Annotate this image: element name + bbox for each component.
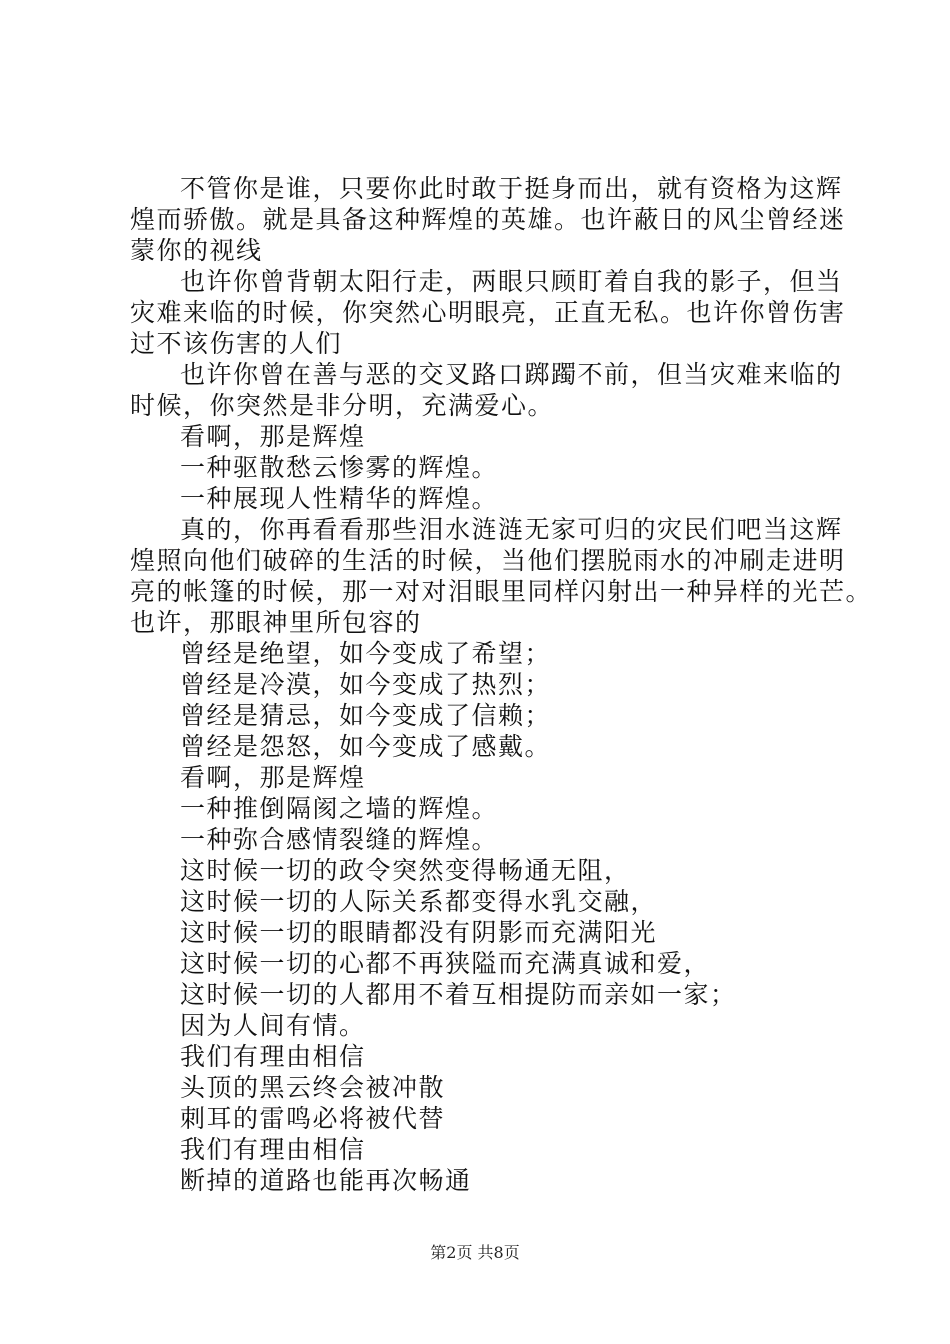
- text-line: 这时候一切的政令突然变得畅通无阻，: [180, 856, 631, 885]
- text-line: 这时候一切的人际关系都变得水乳交融，: [180, 887, 658, 916]
- document-body: [130, 173, 873, 1196]
- text-line: 真的，你再看看那些泪水涟涟无家可归的灾民们吧当这辉: [180, 515, 843, 544]
- text-line: 一种驱散愁云惨雾的辉煌。: [180, 453, 499, 482]
- text-line: 曾经是怨怒，如今变成了感戴。: [180, 732, 552, 761]
- text-line: 看啊，那是辉煌: [180, 763, 366, 792]
- text-line: 曾经是冷漠，如今变成了热烈；: [180, 670, 552, 699]
- text-line: 断掉的道路也能再次畅通: [180, 1166, 472, 1195]
- text-line: 这时候一切的眼睛都没有阴影而充满阳光: [180, 918, 658, 947]
- text-line: 一种弥合感情裂缝的辉煌。: [180, 825, 499, 854]
- text-line: 亮的帐篷的时候，那一对对泪眼里同样闪射出一种异样的光芒。: [130, 577, 873, 606]
- text-line: 煌照向他们破碎的生活的时候，当他们摆脱雨水的冲刷走进明: [130, 546, 846, 575]
- text-line: 时候，你突然是非分明，充满爱心。: [130, 391, 555, 420]
- text-line: 看啊，那是辉煌: [180, 422, 366, 451]
- text-line: 不管你是谁，只要你此时敢于挺身而出，就有资格为这辉: [180, 174, 843, 203]
- text-line: 也许你曾在善与恶的交叉路口踯躅不前，但当灾难来临的: [180, 360, 843, 389]
- page-footer: 第2页 共8页: [430, 1243, 520, 1262]
- text-line: 因为人间有情。: [180, 1011, 366, 1040]
- text-line: 刺耳的雷鸣必将被代替: [180, 1104, 446, 1133]
- text-line: 灾难来临的时候，你突然心明眼亮，正直无私。也许你曾伤害: [130, 298, 846, 327]
- text-line: 蒙你的视线: [130, 236, 263, 265]
- text-line: 煌而骄傲。就是具备这种辉煌的英雄。也许蔽日的风尘曾经迷: [130, 205, 846, 234]
- text-line: 过不该伤害的人们: [130, 329, 343, 358]
- text-line: 曾经是绝望，如今变成了希望；: [180, 639, 552, 668]
- text-line: 一种推倒隔阂之墙的辉煌。: [180, 794, 499, 823]
- text-line: 这时候一切的人都用不着互相提防而亲如一家；: [180, 980, 737, 1009]
- text-line: 也许，那眼神里所包容的: [130, 608, 422, 637]
- text-line: 头顶的黑云终会被冲散: [180, 1073, 446, 1102]
- text-line: 我们有理由相信: [180, 1135, 366, 1164]
- text-line: 这时候一切的心都不再狭隘而充满真诚和爱，: [180, 949, 711, 978]
- text-line: 一种展现人性精华的辉煌。: [180, 484, 499, 513]
- text-line: 曾经是猜忌，如今变成了信赖；: [180, 701, 552, 730]
- text-line: 我们有理由相信: [180, 1042, 366, 1071]
- text-line: 也许你曾背朝太阳行走，两眼只顾盯着自我的影子，但当: [180, 267, 843, 296]
